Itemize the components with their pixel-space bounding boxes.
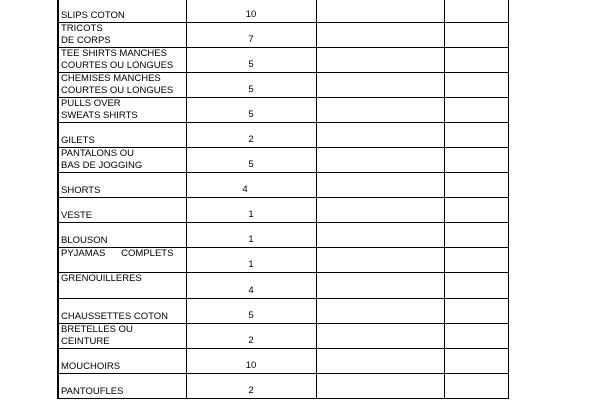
item-name-line: BLOUSON — [61, 235, 108, 246]
table-row — [58, 223, 508, 248]
empty-cell — [444, 48, 508, 73]
item-name-line: COURTES OU LONGUES — [61, 60, 174, 71]
table-row — [58, 374, 508, 399]
item-name-line: BAS DE JOGGING — [61, 160, 143, 171]
item-quantity-cell — [186, 248, 316, 273]
item-name-line: SWEATS SHIRTS — [61, 110, 138, 121]
item-name-cell — [58, 98, 186, 123]
table-row — [58, 349, 508, 374]
item-name-line: SHORTS — [61, 185, 101, 196]
item-quantity-cell — [186, 299, 316, 324]
empty-cell — [444, 374, 508, 399]
item-name-line: TEE SHIRTS MANCHES — [61, 48, 167, 59]
item-name-cell — [58, 273, 186, 299]
item-quantity: 4 — [248, 285, 254, 296]
item-quantity: 4 — [242, 184, 248, 195]
empty-cell — [316, 48, 444, 73]
item-quantity: 10 — [245, 360, 257, 371]
item-name-cell — [58, 324, 186, 349]
item-quantity-cell — [186, 123, 316, 148]
empty-cell — [444, 299, 508, 324]
empty-cell — [316, 173, 444, 198]
table-row — [58, 123, 508, 148]
item-name-cell — [58, 198, 186, 223]
item-name-cell — [58, 349, 186, 374]
empty-cell — [444, 148, 508, 173]
item-name-cell — [58, 123, 186, 148]
table-row — [58, 248, 508, 273]
item-name-line: PYJAMAS COMPLETS — [61, 248, 174, 259]
item-quantity-cell — [186, 374, 316, 399]
empty-cell — [316, 198, 444, 223]
item-quantity-cell — [186, 48, 316, 73]
item-name-line: VESTE — [61, 210, 93, 221]
empty-cell — [316, 349, 444, 374]
table-row — [58, 0, 508, 23]
item-quantity-cell — [186, 148, 316, 173]
empty-cell — [316, 148, 444, 173]
empty-cell — [316, 98, 444, 123]
item-quantity: 5 — [248, 159, 254, 170]
table-row — [58, 73, 508, 98]
empty-cell — [316, 248, 444, 273]
item-name-line: DE CORPS — [61, 35, 111, 46]
empty-cell — [444, 0, 508, 23]
table-row — [58, 198, 508, 223]
item-name-line: CHEMISES MANCHES — [61, 73, 161, 84]
item-quantity: 1 — [248, 209, 254, 220]
item-name-line: PANTALONS OU — [61, 148, 135, 159]
item-name-cell — [58, 0, 186, 23]
item-quantity-cell — [186, 98, 316, 123]
empty-cell — [444, 223, 508, 248]
table-row — [58, 173, 508, 198]
empty-cell — [444, 73, 508, 98]
item-quantity-cell — [186, 0, 316, 23]
item-name-line: PANTOUFLES — [61, 386, 124, 397]
item-quantity: 2 — [248, 335, 254, 346]
item-name-line: GILETS — [61, 135, 95, 146]
item-name-line: COURTES OU LONGUES — [61, 85, 174, 96]
item-name-line: SLIPS COTON — [61, 10, 125, 21]
item-quantity: 1 — [248, 259, 254, 270]
empty-cell — [316, 273, 444, 299]
item-quantity-cell — [186, 223, 316, 248]
item-name-cell — [58, 48, 186, 73]
table-row — [58, 48, 508, 73]
empty-cell — [444, 23, 508, 48]
item-quantity: 7 — [248, 34, 254, 45]
item-quantity-cell — [186, 198, 316, 223]
item-name-cell — [58, 73, 186, 98]
table-row — [58, 23, 508, 48]
item-name-line: GRENOUILLERES — [61, 273, 142, 284]
item-name-cell — [58, 223, 186, 248]
item-name-line: CHAUSSETTES COTON — [61, 311, 168, 322]
empty-cell — [444, 198, 508, 223]
item-name-cell — [58, 23, 186, 48]
item-quantity: 2 — [248, 134, 254, 145]
empty-cell — [316, 73, 444, 98]
item-quantity: 1 — [248, 234, 254, 245]
item-quantity-cell — [186, 73, 316, 98]
item-quantity: 5 — [248, 84, 254, 95]
empty-cell — [444, 248, 508, 273]
item-name-line: MOUCHOIRS — [61, 361, 121, 372]
table-row — [58, 273, 508, 299]
empty-cell — [316, 223, 444, 248]
empty-cell — [444, 273, 508, 299]
item-name-cell — [58, 374, 186, 399]
table-row — [58, 324, 508, 349]
item-name-line: PULLS OVER — [61, 98, 121, 109]
item-quantity: 5 — [248, 59, 254, 70]
empty-cell — [444, 123, 508, 148]
item-quantity-cell — [186, 324, 316, 349]
empty-cell — [444, 349, 508, 374]
empty-cell — [316, 324, 444, 349]
item-quantity: 10 — [245, 9, 257, 20]
empty-cell — [316, 23, 444, 48]
item-name-cell — [58, 173, 186, 198]
empty-cell — [444, 324, 508, 349]
empty-cell — [316, 123, 444, 148]
table-row — [58, 299, 508, 324]
item-quantity-cell — [186, 23, 316, 48]
empty-cell — [444, 173, 508, 198]
item-name-line: CEINTURE — [61, 336, 110, 347]
item-quantity: 5 — [248, 109, 254, 120]
item-name-line: BRETELLES OU — [61, 324, 133, 335]
clothing-inventory-table — [57, 0, 509, 399]
item-name-line: TRICOTS — [61, 23, 103, 34]
empty-cell — [316, 0, 444, 23]
item-name-cell — [58, 148, 186, 173]
item-quantity: 5 — [248, 310, 254, 321]
item-quantity-cell — [186, 273, 316, 299]
item-quantity-cell — [186, 349, 316, 374]
table-row — [58, 148, 508, 173]
empty-cell — [444, 98, 508, 123]
empty-cell — [316, 299, 444, 324]
table-row — [58, 98, 508, 123]
item-quantity-cell — [186, 173, 316, 198]
item-name-cell — [58, 299, 186, 324]
item-quantity: 2 — [248, 385, 254, 396]
empty-cell — [316, 374, 444, 399]
item-name-cell — [58, 248, 186, 273]
